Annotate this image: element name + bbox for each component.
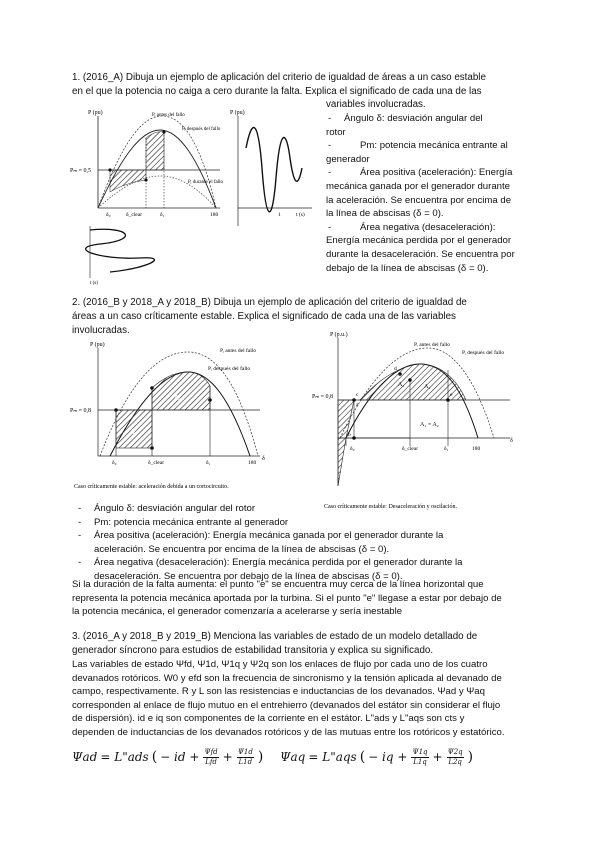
q1-y-label: P (pu) [88,110,103,116]
q2-figure-right [310,326,538,514]
eq2-f2-den: L2q [448,758,462,767]
eq2-minus: − iq + [368,750,408,765]
q2r-point-e: e [450,392,453,398]
q1-area-accel [110,170,146,192]
eq2-eq: = L"aqs [308,750,357,765]
q2l-curve-before-label: P, antes del fallo [220,348,257,354]
q1-point [108,168,111,171]
q1-point [162,130,165,133]
q2l-area1: A₁ [130,428,138,436]
q1-bullet-line: generador [326,153,370,165]
eq1-close: ) [257,749,264,765]
q1-delta-clear: δ_clear [126,212,143,218]
eq1-eq: = L"ads [100,750,149,765]
eq2-fraction-2 [447,749,464,766]
eq2-open: ( [359,749,366,765]
q2r-point [446,398,450,402]
q3-body-line: dependen de inductancias de los devanados rotóricos y de las mutuas entre los rotóricos y estatórico. [72,727,505,739]
q1-point [144,178,147,181]
q2r-caption: Caso críticamente estable: Desaceleración y oscilación. [324,504,457,510]
q1-oscillation-curve [246,128,302,212]
eq1-fraction-2 [237,749,254,766]
q3-body-line: devanados rotóricos. W0 y efd son la frecuencia de sincronismo y la tensión aplicada al devanado de [72,672,502,684]
q2l-delta-clear: δ_clear [148,460,165,466]
q2r-curve-after-label: P, después del fallo [462,350,505,356]
q1-pm-label: Pₘ = 0,5 [70,168,91,174]
q1-curve-after-label: P, después del fallo [182,127,221,132]
eq1-open: ( [151,749,158,765]
eq1-minus: − id + [160,750,200,765]
q2-heading-line: áreas a un caso críticamente estable. Explica el significado de cada una de las variables [72,310,456,322]
q2-bullet-line: - Ángulo δ: desviación angular del rotor [94,503,256,514]
eq1-f2-num: Ψ1d [237,748,253,757]
q2r-point [352,436,356,440]
q1-curve-during-label: P, durante el fallo [188,180,223,185]
q1-heading-line: en el que la potencia no caiga a cero durante la falta. Explica el significado de cada una de las [72,85,482,97]
q2r-point-b: b [348,432,351,438]
eq1-f1-den: Lfd [205,758,217,767]
q3-heading-line: 3. (2016_A y 2018_B y 2019_B) Menciona las variables de estado de un modelo detallado de [72,631,478,642]
q3-body-line: campo, respectivamente. R y L son las resistencias e inductancias de los devanados. Ψad y Ψaq [72,686,485,698]
q2r-delta-clear: δ_clear [402,446,419,452]
q2r-pm-label: Pₘ = 0,8 [312,394,333,400]
q1-bullet-line: Energía mecánica perdida por el generador [326,235,512,247]
q1-bullet [324,112,534,126]
q2r-y-label: P (p.u.) [330,332,348,338]
q2-bullet-line: - Pm: potencia mecánica entrante al generador [94,516,289,528]
eq2-f1-num: Ψ1q [412,748,428,757]
equation-psi-aq [280,748,473,768]
q2r-point-c: c [356,392,359,398]
q2r-delta0: δ₀ [350,446,355,452]
q2r-delta1: δ₁ [444,446,449,452]
eq2-lhs: Ψaq [280,750,306,765]
q3-body-line: de dispersión). id e iq son componentes de la corriente en el estátor. L"ads y L"aqs son cts y [72,713,465,725]
q1-bottom-label: t (s) [90,281,98,286]
eq2-f2-num: Ψ2q [447,748,463,757]
q2l-area2: A₂ [174,394,182,402]
q1-bullet [324,139,534,153]
q1-area-decel [146,132,164,170]
q2r-point [408,378,412,382]
q2l-caption: Caso críticamente estable: aceleración debida a un cortocircuito. [74,484,229,490]
q2l-y-label: P (pu) [90,342,105,348]
q1-bullet [324,166,534,180]
q1-curve-before-label: P, antes del fallo [152,113,185,118]
eq1-fraction-1 [203,749,218,766]
q1-heading-line: 1. (2016_A) Dibuja un ejemplo de aplicación del criterio de igualdad de áreas a un caso estable [72,72,486,83]
q2-note [72,578,542,619]
q1-heading [72,71,542,99]
q1-bullet-line: mecánica ganada por el generador durante [326,181,511,193]
q2-heading-line: 2. (2016_B y 2018_A y 2018_B) Dibuja un ejemplo de aplicación del criterio de igualdad de [72,297,467,308]
eq2-close: ) [467,749,474,765]
q2l-point [150,446,154,450]
q2l-delta-180: 180 [248,460,257,466]
q1-figure [70,108,322,286]
eq2-plus: + [432,750,443,765]
q1-bullet-line: - Ángulo δ: desviación angular del [344,113,483,124]
q1-delta0: δ₀ [106,212,111,218]
q2-bullet [72,529,542,556]
q2r-area2: A₂ [424,384,431,390]
q1-bullet-line: - Pm: potencia mecánica entrante al [360,140,508,152]
q2-bullet-line: aceleración. Se encuentra por encima de la línea de abscisas (δ = 0). [94,543,390,555]
q1-bullet-line: durante la desaceleración. Se encuentra por [326,249,515,261]
q2-bullet-list [72,502,542,584]
q2l-area-a2 [152,372,210,410]
q2l-delta0: δ₀ [112,460,117,466]
q3-body-line: Las variables de estado Ψfd, Ψ1d, Ψ1q y Ψ2q son los enlaces de flujo por cada uno de los cuatro [72,659,488,670]
q1-delta1: δ₁ [160,212,165,218]
q1-bullet-line: - Área negativa (desaceleración): [360,221,496,233]
q1-delta-180: 180 [210,212,219,218]
eq1-f1-num: Ψfd [204,748,218,757]
q2r-delta-180: 180 [472,446,481,452]
q1-bullet-line: la línea de abscisas (δ = 0). [326,208,444,220]
q1-bullet-line: la aceleración. Se encuentra por encima de [326,194,512,206]
q2r-area-eq: A₁ = A₂ [420,422,439,428]
q2r-point-a: a [356,402,359,408]
q1-heading-line: variables involucradas. [326,99,426,110]
q2l-delta1: δ₁ [206,460,211,466]
q2r-curve-before-label: P, antes del fallo [414,342,451,348]
eq1-lhs: Ψad [72,750,98,765]
q1-bullet-line: rotor [326,126,346,138]
q2l-delta: δ [262,456,265,462]
q2-bullet-line: - Área negativa (desaceleración): Energía mecánica perdida por el generador durante la [94,557,463,569]
q2r-area1: A₁ [398,382,405,388]
q1-right-y-label: P (pu) [230,110,245,116]
equation-psi-ad [72,748,263,768]
q1-bullet-line: debajo de la línea de abscisas (δ = 0). [326,262,489,274]
q2-note-line: Si la duración de la falta aumenta: el punto "e" se encuentra muy cerca de la línea horizontal que [72,579,484,590]
q3-body-line: corresponden al enlace de flujo mutuo en el entrehierro (devanados del estátor sin considerar el flujo [72,699,501,711]
q1-bottom-oscillation [86,229,155,272]
q2-note-line: la potencia mecánica, el generador comenzaría a acelerarse y sería inestable [72,606,403,618]
q2l-point [208,398,212,402]
q2-bullet-line: desaceleración. Se encuentra por debajo de la línea de abscisas (δ = 0). [94,571,403,583]
q2-bullet [72,502,542,516]
q1-bullet-list [324,112,534,275]
q2-heading-line: involucradas. [72,324,130,336]
eq2-fraction-1 [411,749,428,766]
eq2-f1-den: L1q [413,758,427,767]
q2l-point [150,386,154,390]
q2-bullet [72,516,542,530]
eq1-plus: + [222,750,233,765]
q2r-delta: δ [510,438,513,444]
q2l-pm-label: Pₘ = 0,8 [70,408,91,414]
q2-note-line: representa la potencia mecánica aportada por la turbina. Si el punto "e" llegase a estar por debajo de [72,592,502,604]
eq1-f2-den: L1d [238,758,253,767]
q2l-curve-after-label: P, después del fallo [208,366,251,372]
q1-bullet [324,221,534,235]
q2r-point [398,372,402,376]
q2r-point-d: d [394,366,397,372]
q1-t-label: t (s) [296,212,305,218]
q3-heading-line: generador síncrono para estudios de estabilidad transitoria y explica su significado. [72,644,434,656]
q2l-point [114,408,118,412]
q1-bullet-line: - Área positiva (aceleración): Energía [360,167,513,179]
q2-figure-left [70,338,310,496]
q3-body [72,658,542,740]
q1-t-mark: 1 [278,212,281,218]
q2-bullet-line: - Área positiva (aceleración): Energía mecánica ganada por el generador durante la [94,530,444,542]
q3-heading [72,630,542,658]
